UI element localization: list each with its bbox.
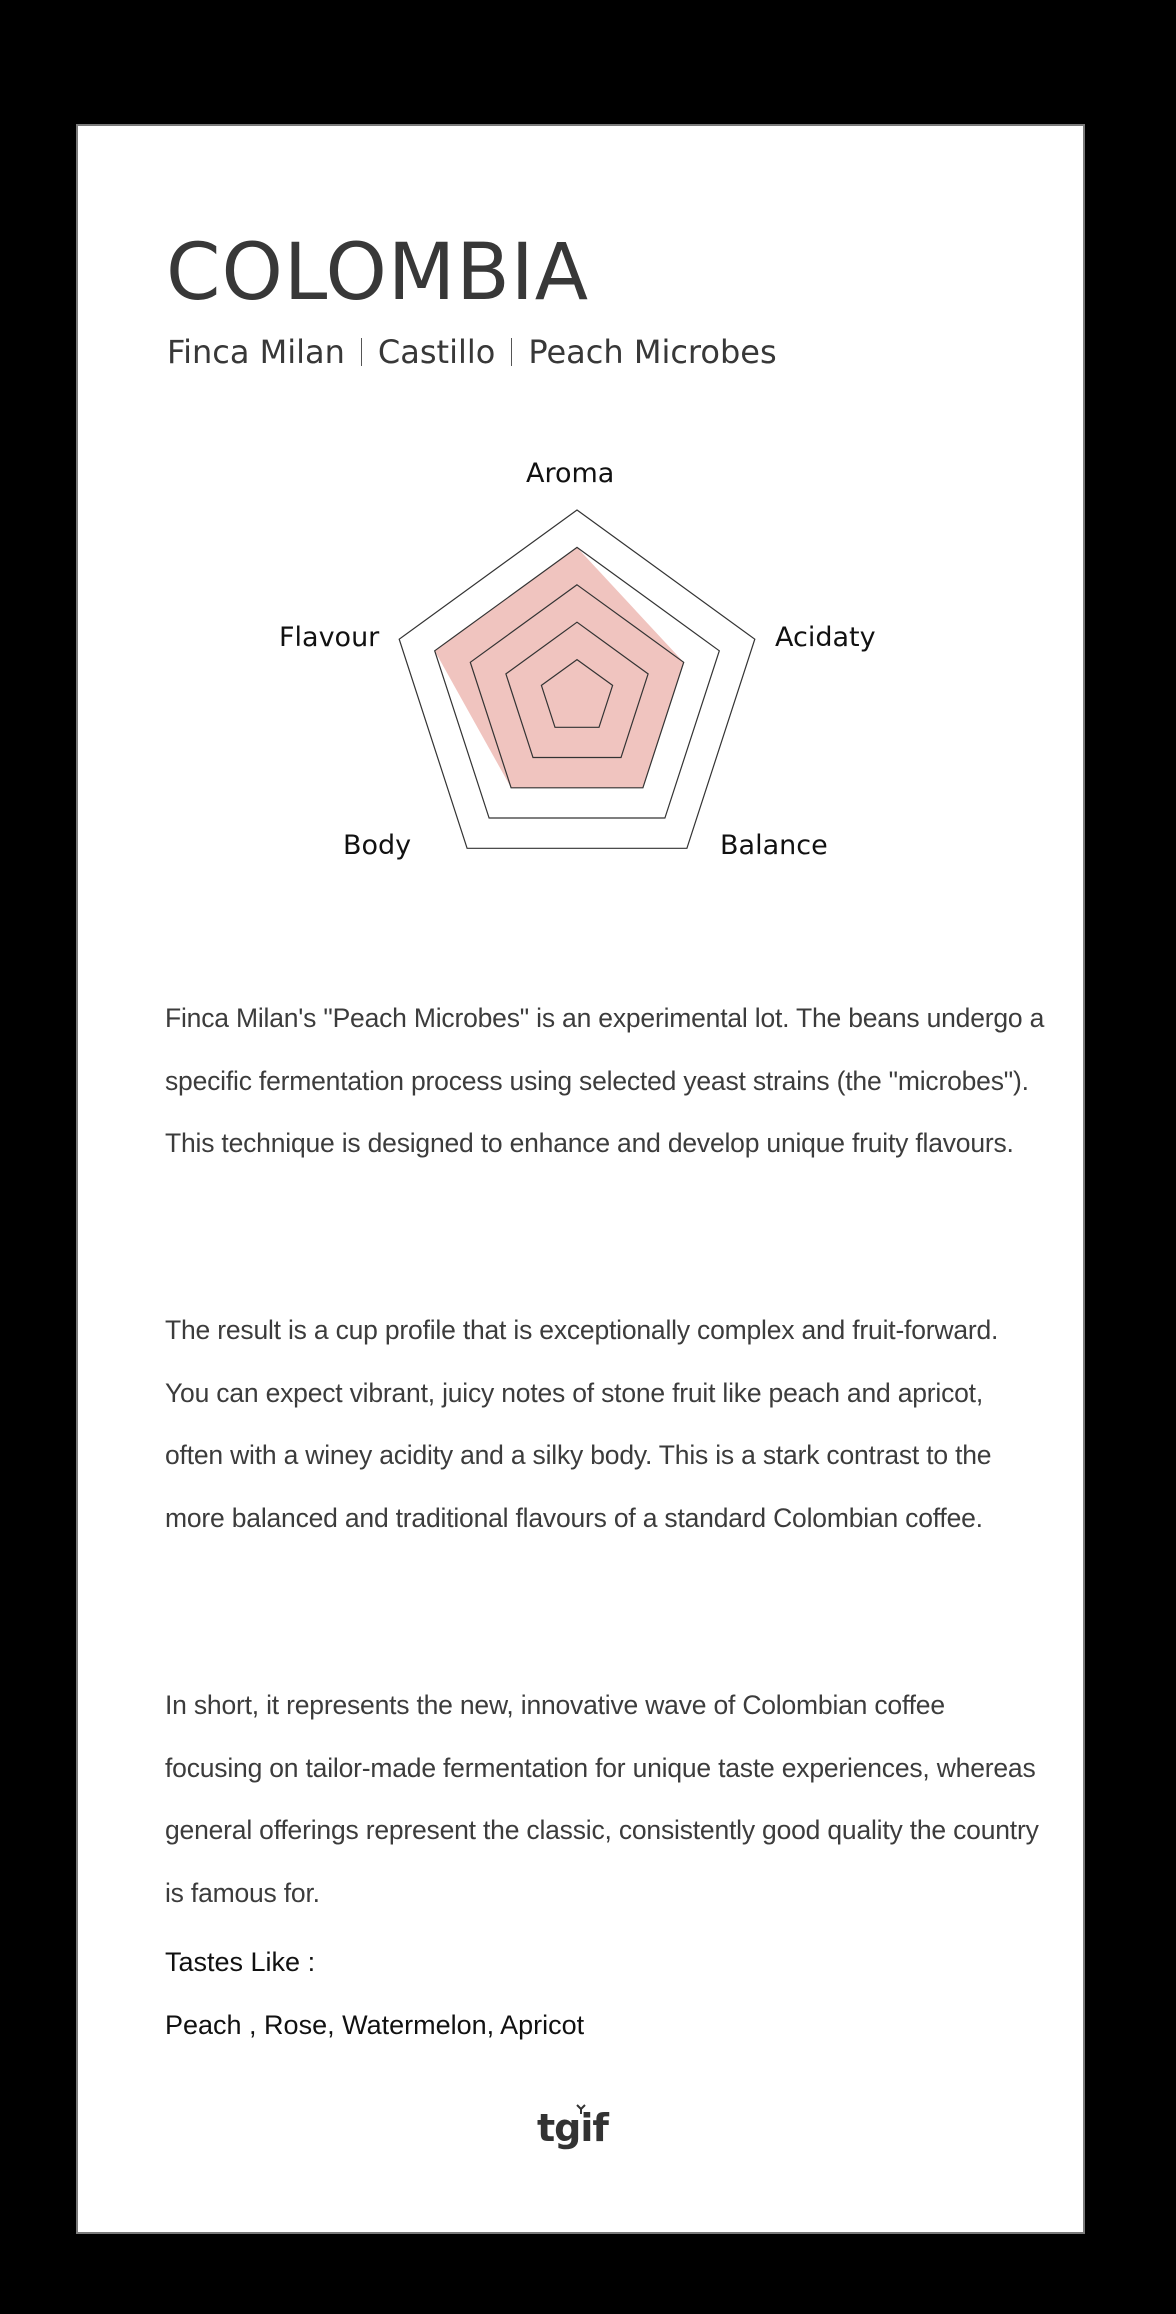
logo-text: tgif (537, 2106, 608, 2150)
brand-logo (537, 2106, 608, 2150)
origin-title: COLOMBIA (166, 228, 590, 318)
description-paragraph: In short, it represents the new, innovative wave of Colombian coffee focusing on tailor-made fermentation for unique taste experiences, whereas general offerings represent the classic, consistently good quality the country is famous for. (165, 1690, 1039, 1908)
description-paragraph: Finca Milan's "Peach Microbes" is an experimental lot. The beans undergo a specific fermentation process using selected yeast strains (the "microbes"). This technique is designed to enhance and develop unique fruity flavours. (165, 1003, 1045, 1158)
sprout-icon (575, 2104, 587, 2114)
axis-label-balance: Balance (720, 830, 828, 861)
description-paragraph: The result is a cup profile that is exceptionally complex and fruit-forward. You can expect vibrant, juicy notes of stone fruit like peach and apricot, often with a winey acidity and a silky body. This is a stark contrast to the more balanced and traditional flavours of a standard Colombian coffee. (165, 1315, 999, 1533)
axis-label-acidity: Acidaty (775, 622, 876, 653)
tastes-like-label: Tastes Like : (165, 1947, 316, 1977)
tasting-notes: Peach , Rose, Watermelon, Apricot (165, 2010, 585, 2040)
axis-label-body: Body (343, 830, 412, 861)
axis-label-aroma: Aroma (526, 458, 615, 489)
variety-name: Castillo (377, 333, 496, 371)
farm-name: Finca Milan (167, 333, 345, 371)
axis-label-flavour: Flavour (279, 622, 380, 653)
process-name: Peach Microbes (528, 333, 777, 371)
radar-chart (0, 0, 1176, 900)
